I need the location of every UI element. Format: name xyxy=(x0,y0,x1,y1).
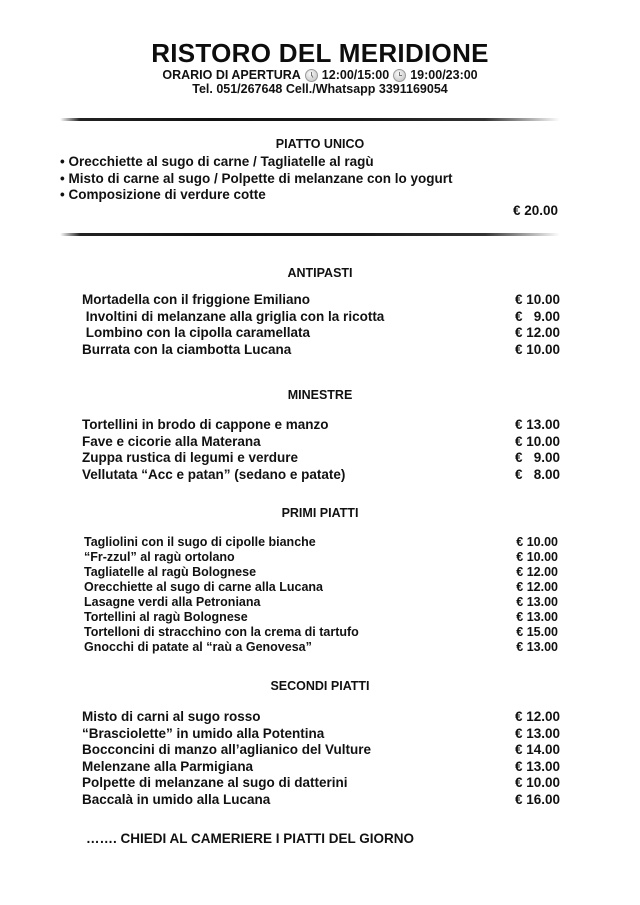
item-price: € 13.00 xyxy=(516,640,558,654)
item-name: Gnocchi di patate al “raù a Genovesa” xyxy=(84,640,312,654)
antipasti-list xyxy=(82,292,560,358)
item-price: € 13.00 xyxy=(516,610,558,624)
clock-icon xyxy=(305,69,318,82)
item-price: € 14.00 xyxy=(514,742,560,757)
item-price: € 9.00 xyxy=(514,450,560,465)
divider xyxy=(60,233,560,236)
item-name: Tortellini al ragù Bolognese xyxy=(84,610,248,624)
item-price: € 13.00 xyxy=(514,758,560,774)
item-price: € 12.00 xyxy=(514,325,560,340)
menu-item xyxy=(82,434,560,451)
restaurant-name: RISTORO DEL MERIDIONE xyxy=(151,38,489,68)
menu-item xyxy=(82,709,560,726)
item-price: € 8.00 xyxy=(514,466,560,482)
contact-info: Tel. 051/267648 Cell./Whatsapp 3391169054 xyxy=(192,82,448,96)
menu-item xyxy=(82,417,560,434)
list-item: • Orecchiette al sugo di carne / Tagliatelle al ragù xyxy=(60,154,374,169)
item-name: Tagliatelle al ragù Bolognese xyxy=(84,565,257,579)
item-name: Tagliolini con il sugo di cipolle bianche xyxy=(84,535,316,549)
menu-item xyxy=(82,450,560,467)
item-name: “Brasciolette” in umido alla Potentina xyxy=(82,725,325,741)
item-price: € 10.00 xyxy=(516,535,558,549)
item-name: Melenzane alla Parmigiana xyxy=(82,758,254,774)
menu-item xyxy=(82,742,560,759)
item-price: € 10.00 xyxy=(514,341,560,357)
lunch-hours: 12:00/15:00 xyxy=(321,68,390,82)
item-price: € 10.00 xyxy=(514,433,560,449)
menu-item xyxy=(84,580,558,595)
secondi-piatti-list xyxy=(82,709,560,808)
menu-item xyxy=(82,775,560,792)
item-name: Mortadella con il friggione Emiliano xyxy=(82,292,311,307)
item-price: € 13.00 xyxy=(514,417,560,432)
menu-item xyxy=(82,467,560,484)
menu-item xyxy=(82,726,560,743)
item-name: Tortellini in brodo di cappone e manzo xyxy=(82,417,329,432)
clock-icon xyxy=(393,69,406,82)
item-name: Burrata con la ciambotta Lucana xyxy=(82,341,292,357)
menu-item xyxy=(84,535,558,550)
dinner-hours: 19:00/23:00 xyxy=(410,68,478,82)
daily-specials-note: ……. CHIEDI AL CAMERIERE I PIATTI DEL GIORNO xyxy=(86,831,415,846)
item-name: Orecchiette al sugo di carne alla Lucana xyxy=(84,580,323,594)
menu-item xyxy=(84,550,558,565)
item-price: € 15.00 xyxy=(516,625,558,639)
menu-item xyxy=(82,325,560,342)
menu-item xyxy=(82,792,560,809)
item-price: € 13.00 xyxy=(514,725,560,741)
item-name: Tortelloni di stracchino con la crema di tartufo xyxy=(84,625,359,639)
menu-item xyxy=(84,565,558,580)
divider xyxy=(60,118,560,121)
item-name: Vellutata “Acc e patan” (sedano e patate) xyxy=(82,466,346,482)
item-price: € 12.00 xyxy=(516,565,558,579)
item-price: € 12.00 xyxy=(516,580,558,594)
opening-hours xyxy=(0,68,640,82)
menu-item xyxy=(82,342,560,359)
menu-item xyxy=(84,610,558,625)
section-title-antipasti: ANTIPASTI xyxy=(287,266,353,280)
menu-item xyxy=(84,625,558,640)
item-name: Involtini di melanzane alla griglia con la ricotta xyxy=(82,308,385,324)
item-name: Bocconcini di manzo all’aglianico del Vulture xyxy=(82,742,372,757)
section-title-secondi-piatti: SECONDI PIATTI xyxy=(270,679,370,693)
section-title-piatto-unico: PIATTO UNICO xyxy=(275,137,365,151)
item-name: Baccalà in umido alla Lucana xyxy=(82,791,271,807)
item-price: € 10.00 xyxy=(514,775,560,790)
item-name: Zuppa rustica di legumi e verdure xyxy=(82,450,299,465)
menu-item xyxy=(82,759,560,776)
minestre-list xyxy=(82,417,560,483)
list-item: • Composizione di verdure cotte xyxy=(60,187,266,202)
item-price: € 13.00 xyxy=(516,595,558,609)
list-item: • Misto di carne al sugo / Polpette di melanzane con lo yogurt xyxy=(60,170,453,186)
piatto-unico-list xyxy=(60,154,453,204)
item-name: Lasagne verdi alla Petroniana xyxy=(84,595,261,609)
menu-item xyxy=(82,309,560,326)
item-price: € 9.00 xyxy=(514,308,560,324)
item-name: Misto di carni al sugo rosso xyxy=(82,709,261,724)
item-name: Lombino con la cipolla caramellata xyxy=(82,325,311,340)
item-name: Fave e cicorie alla Materana xyxy=(82,433,261,449)
item-price: € 16.00 xyxy=(514,791,560,807)
primi-piatti-list xyxy=(84,535,558,655)
menu-item xyxy=(84,640,558,655)
menu-item xyxy=(84,595,558,610)
item-name: Polpette di melanzane al sugo di datterini xyxy=(82,775,348,790)
menu-item xyxy=(82,292,560,309)
item-price: € 10.00 xyxy=(516,550,558,564)
piatto-unico-price: € 20.00 xyxy=(512,203,558,218)
opening-hours-label: ORARIO DI APERTURA xyxy=(162,68,301,82)
section-title-primi-piatti: PRIMI PIATTI xyxy=(281,506,359,520)
item-price: € 10.00 xyxy=(514,292,560,307)
item-name: “Fr-zzul” al ragù ortolano xyxy=(84,550,235,564)
section-title-minestre: MINESTRE xyxy=(287,388,353,402)
item-price: € 12.00 xyxy=(514,709,560,724)
